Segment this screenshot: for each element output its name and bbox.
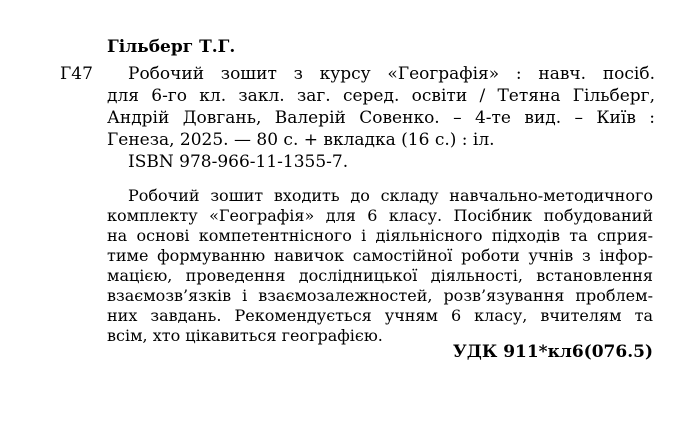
annotation-line: них завдань. Рекомендується учням 6 класу, вчителям та <box>107 306 653 325</box>
author-heading: Гільберг Т.Г. <box>107 37 236 57</box>
bibliographic-description-cont <box>107 85 655 129</box>
bibliographic-line-last: Генеза, 2025. — 80 с. + вкладка (16 с.) : іл. <box>107 130 495 150</box>
isbn: ISBN 978-966-11-1355-7. <box>128 152 349 172</box>
annotation-line: мацією, проведення дослідницької діяльності, встановлення <box>107 266 653 285</box>
annotation-first-line <box>128 186 653 206</box>
annotation-line: тиме формуванню навичок самостійної роботи учнів з інфор- <box>107 246 653 265</box>
annotation-line: на основі компетентнісного і діяльнісного підходів та сприя- <box>107 226 653 245</box>
bibliographic-line: для 6-го кл. закл. заг. серед. освіти / Тетяна Гільберг, <box>107 86 655 106</box>
annotation-line: взаємозв’язків і взаємозалежностей, розв’язування проблем- <box>107 286 653 305</box>
bibliographic-line: Робочий зошит з курсу «Географія» : навч. посіб. <box>128 64 655 84</box>
bibliographic-line: Андрій Довгань, Валерій Совенко. – 4-те вид. – Київ : <box>107 108 655 128</box>
annotation-line: Робочий зошит входить до складу навчально-методичного <box>128 186 653 205</box>
annotation-body <box>107 206 653 326</box>
udc-code: УДК 911*кл6(076.5) <box>452 342 653 362</box>
classification-code: Г47 <box>60 64 93 84</box>
annotation-line-last: всім, хто цікавиться географією. <box>107 326 383 345</box>
bibliographic-description <box>128 63 655 85</box>
annotation-line: комплекту «Географія» для 6 класу. Посібник побудований <box>107 206 653 225</box>
